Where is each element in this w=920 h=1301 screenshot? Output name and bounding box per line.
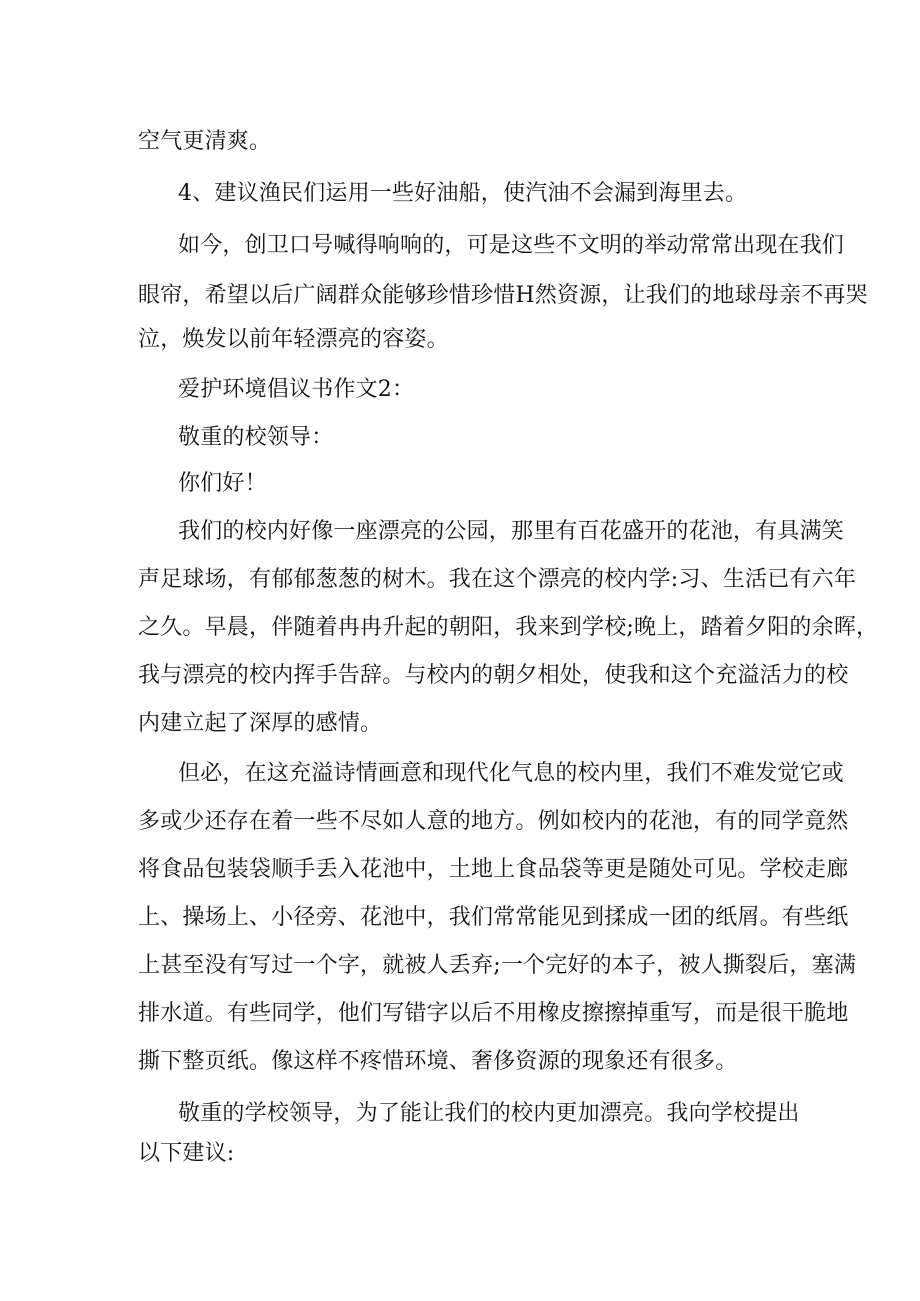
section-heading: 爱护环境倡议书作文2： <box>178 377 415 402</box>
text-line: 空气更清爽。 <box>138 129 272 154</box>
text-line: 之久。早晨，伴随着冉冉升起的朝阳，我来到学校;晚上，踏着夕阳的余晖， <box>138 615 879 640</box>
text-line: 我与漂亮的校内挥手告辞。与校内的朝夕相处，使我和这个充溢活力的校 <box>138 663 849 688</box>
text-line: 敬重的学校领导，为了能让我们的校内更加漂亮。我向学校提出 <box>178 1101 800 1126</box>
text-line: 撕下整页纸。像这样不疼惜环境、奢侈资源的现象还有很多。 <box>138 1049 738 1074</box>
greeting: 你们好！ <box>178 471 267 496</box>
text-line: 4、建议渔民们运用一些好油船，使汽油不会漏到海里去。 <box>178 181 748 206</box>
text-line: 声足球场，有郁郁葱葱的树木。我在这个漂亮的校内学:习、生活已有六年 <box>138 567 857 592</box>
text-line: 多或少还存在着一些不尽如人意的地方。例如校内的花池，有的同学竟然 <box>138 809 849 834</box>
salutation: 敬重的校领导： <box>178 425 334 450</box>
text-line: 我们的校内好像一座漂亮的公园，那里有百花盛开的花池，有具满笑 <box>178 519 845 544</box>
text-line: 以下建议: <box>138 1141 235 1166</box>
text-line: 内建立起了深厚的感情。 <box>138 711 383 736</box>
text-line: 排水道。有些同学，他们写错字以后不用橡皮擦擦掉重写，而是很干脆地 <box>138 1001 849 1026</box>
text-line: 泣，焕发以前年轻漂亮的容姿。 <box>138 327 449 352</box>
text-line: 但必，在这充溢诗情画意和现代化气息的校内里，我们不难发觉它或 <box>178 761 845 786</box>
text-line: 眼帘，希望以后广阔群众能够珍惜珍惜H然资源，让我们的地球母亲不再哭 <box>138 283 868 308</box>
text-line: 上甚至没有写过一个字，就被人丢弃;一个完好的本子，被人撕裂后，塞满 <box>138 953 857 978</box>
text-line: 上、操场上、小径旁、花池中，我们常常能见到揉成一团的纸屑。有些纸 <box>138 905 849 930</box>
text-line: 如今，创卫口号喊得响响的，可是这些不文明的举动常常出现在我们 <box>178 233 845 258</box>
text-line: 将食品包装袋顺手丢入花池中，土地上食品袋等更是随处可见。学校走廊 <box>138 857 849 882</box>
